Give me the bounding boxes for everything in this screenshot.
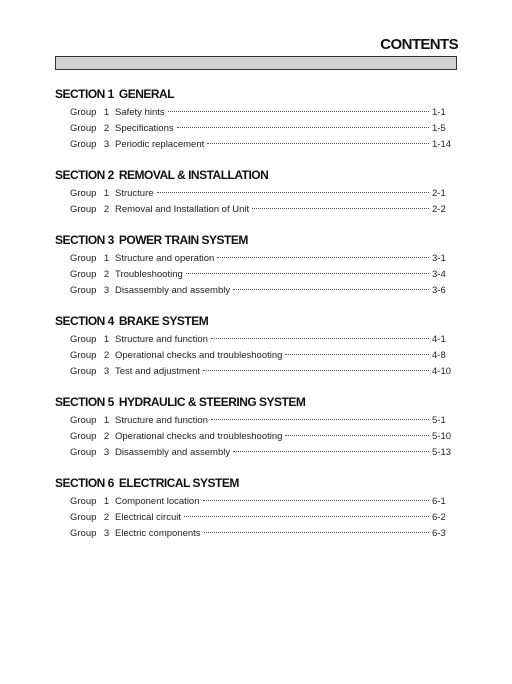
dot-leader <box>252 208 429 209</box>
page-number: 6-2 <box>432 512 446 523</box>
dot-leader <box>203 370 429 371</box>
dot-leader <box>217 257 429 258</box>
section-heading[interactable] <box>55 232 448 248</box>
entry-title: Test and adjustment <box>115 366 201 377</box>
entry-title: Safety hints <box>115 107 165 118</box>
group-label: Group <box>70 107 97 118</box>
page-number: 3-6 <box>432 285 446 296</box>
dot-leader <box>157 192 429 193</box>
group-label: Group <box>70 253 97 264</box>
page-number: 2-1 <box>432 188 446 199</box>
dot-leader <box>233 289 429 290</box>
toc-section <box>55 232 448 299</box>
toc-entry[interactable] <box>55 364 452 380</box>
dot-leader <box>203 500 430 501</box>
entry-title: Disassembly and assembly <box>115 285 231 296</box>
dot-leader <box>204 532 429 533</box>
section-name: HYDRAULIC & STEERING SYSTEM <box>118 395 306 409</box>
group-label: Group <box>70 528 97 539</box>
group-number: 1 <box>103 334 110 345</box>
page-number: 3-1 <box>432 253 446 264</box>
group-number: 3 <box>103 139 110 150</box>
entry-title: Structure and function <box>115 334 208 345</box>
dot-leader <box>211 338 429 339</box>
section-name: GENERAL <box>118 87 175 101</box>
entry-title: Disassembly and assembly <box>115 447 231 458</box>
dot-leader <box>285 435 429 436</box>
entry-title: Troubleshooting <box>115 269 183 280</box>
page-number: 4-1 <box>432 334 446 345</box>
group-number: 3 <box>103 528 110 539</box>
entry-title: Structure <box>115 188 154 199</box>
section-number: SECTION 1 <box>55 87 114 101</box>
section-heading[interactable] <box>55 167 448 183</box>
toc-entry[interactable] <box>55 251 448 267</box>
group-number: 2 <box>103 512 110 523</box>
group-label: Group <box>70 123 97 134</box>
toc-entry[interactable] <box>55 348 448 364</box>
group-label: Group <box>70 139 97 150</box>
page-number: 5-10 <box>432 431 452 442</box>
toc-entry[interactable] <box>55 413 448 429</box>
page-number: 4-10 <box>432 366 452 377</box>
group-number: 2 <box>103 269 110 280</box>
entry-title: Operational checks and troubleshooting <box>115 431 283 442</box>
section-number: SECTION 4 <box>55 314 114 328</box>
page-number: 4-8 <box>432 350 446 361</box>
dot-leader <box>186 273 429 274</box>
dot-leader <box>177 127 429 128</box>
section-name: ELECTRICAL SYSTEM <box>118 476 239 490</box>
group-number: 3 <box>103 285 110 296</box>
page-number: 5-1 <box>432 415 446 426</box>
section-heading[interactable] <box>55 394 448 410</box>
toc-section <box>55 475 448 542</box>
table-of-contents <box>55 86 452 556</box>
section-name: POWER TRAIN SYSTEM <box>118 233 248 247</box>
group-label: Group <box>70 350 97 361</box>
entry-title: Electric components <box>115 528 201 539</box>
group-label: Group <box>70 496 97 507</box>
toc-entry[interactable] <box>55 105 448 121</box>
toc-section <box>55 394 452 461</box>
group-number: 3 <box>103 366 110 377</box>
group-label: Group <box>70 285 97 296</box>
group-label: Group <box>70 334 97 345</box>
toc-section <box>55 313 452 380</box>
page-number: 6-3 <box>432 528 446 539</box>
group-number: 2 <box>103 350 110 361</box>
group-label: Group <box>70 188 97 199</box>
dot-leader <box>184 516 429 517</box>
group-label: Group <box>70 269 97 280</box>
entry-title: Structure and operation <box>115 253 215 264</box>
toc-entry[interactable] <box>55 267 448 283</box>
group-label: Group <box>70 431 97 442</box>
toc-entry[interactable] <box>55 526 448 542</box>
page-number: 3-4 <box>432 269 446 280</box>
group-label: Group <box>70 447 97 458</box>
dot-leader <box>285 354 429 355</box>
toc-entry[interactable] <box>55 283 448 299</box>
entry-title: Specifications <box>115 123 174 134</box>
entry-title: Periodic replacement <box>115 139 205 150</box>
group-number: 1 <box>103 496 110 507</box>
entry-title: Electrical circuit <box>115 512 181 523</box>
toc-entry[interactable] <box>55 121 448 137</box>
toc-entry[interactable] <box>55 510 448 526</box>
toc-section <box>55 86 452 153</box>
group-number: 1 <box>103 107 110 118</box>
entry-title: Component location <box>115 496 200 507</box>
dot-leader <box>207 143 429 144</box>
group-label: Group <box>70 512 97 523</box>
dot-leader <box>168 111 429 112</box>
dot-leader <box>233 451 429 452</box>
group-number: 1 <box>103 188 110 199</box>
toc-entry[interactable] <box>55 202 448 218</box>
dot-leader <box>211 419 429 420</box>
toc-entry[interactable] <box>55 445 452 461</box>
section-name: REMOVAL & INSTALLATION <box>118 168 269 182</box>
group-label: Group <box>70 366 97 377</box>
group-label: Group <box>70 415 97 426</box>
page-number: 1-14 <box>432 139 452 150</box>
page-number: 2-2 <box>432 204 446 215</box>
group-number: 1 <box>103 253 110 264</box>
entry-title: Operational checks and troubleshooting <box>115 350 283 361</box>
toc-section <box>55 167 448 218</box>
page-title: CONTENTS <box>380 36 458 53</box>
entry-title: Structure and function <box>115 415 208 426</box>
toc-entry[interactable] <box>55 429 452 445</box>
toc-entry[interactable] <box>55 494 448 510</box>
toc-entry[interactable] <box>55 137 452 153</box>
section-heading[interactable] <box>55 313 448 329</box>
page-number: 1-5 <box>432 123 446 134</box>
group-number: 2 <box>103 123 110 134</box>
group-number: 3 <box>103 447 110 458</box>
toc-entry[interactable] <box>55 186 448 202</box>
group-number: 2 <box>103 204 110 215</box>
group-label: Group <box>70 204 97 215</box>
section-number: SECTION 3 <box>55 233 114 247</box>
section-number: SECTION 2 <box>55 168 114 182</box>
title-bar <box>55 56 457 70</box>
entry-title: Removal and Installation of Unit <box>115 204 250 215</box>
group-number: 1 <box>103 415 110 426</box>
section-heading[interactable] <box>55 475 448 491</box>
section-name: BRAKE SYSTEM <box>118 314 209 328</box>
page-number: 5-13 <box>432 447 452 458</box>
toc-entry[interactable] <box>55 332 448 348</box>
page-number: 6-1 <box>432 496 446 507</box>
section-number: SECTION 5 <box>55 395 114 409</box>
group-number: 2 <box>103 431 110 442</box>
section-heading[interactable] <box>55 86 448 102</box>
page-number: 1-1 <box>432 107 446 118</box>
section-number: SECTION 6 <box>55 476 114 490</box>
